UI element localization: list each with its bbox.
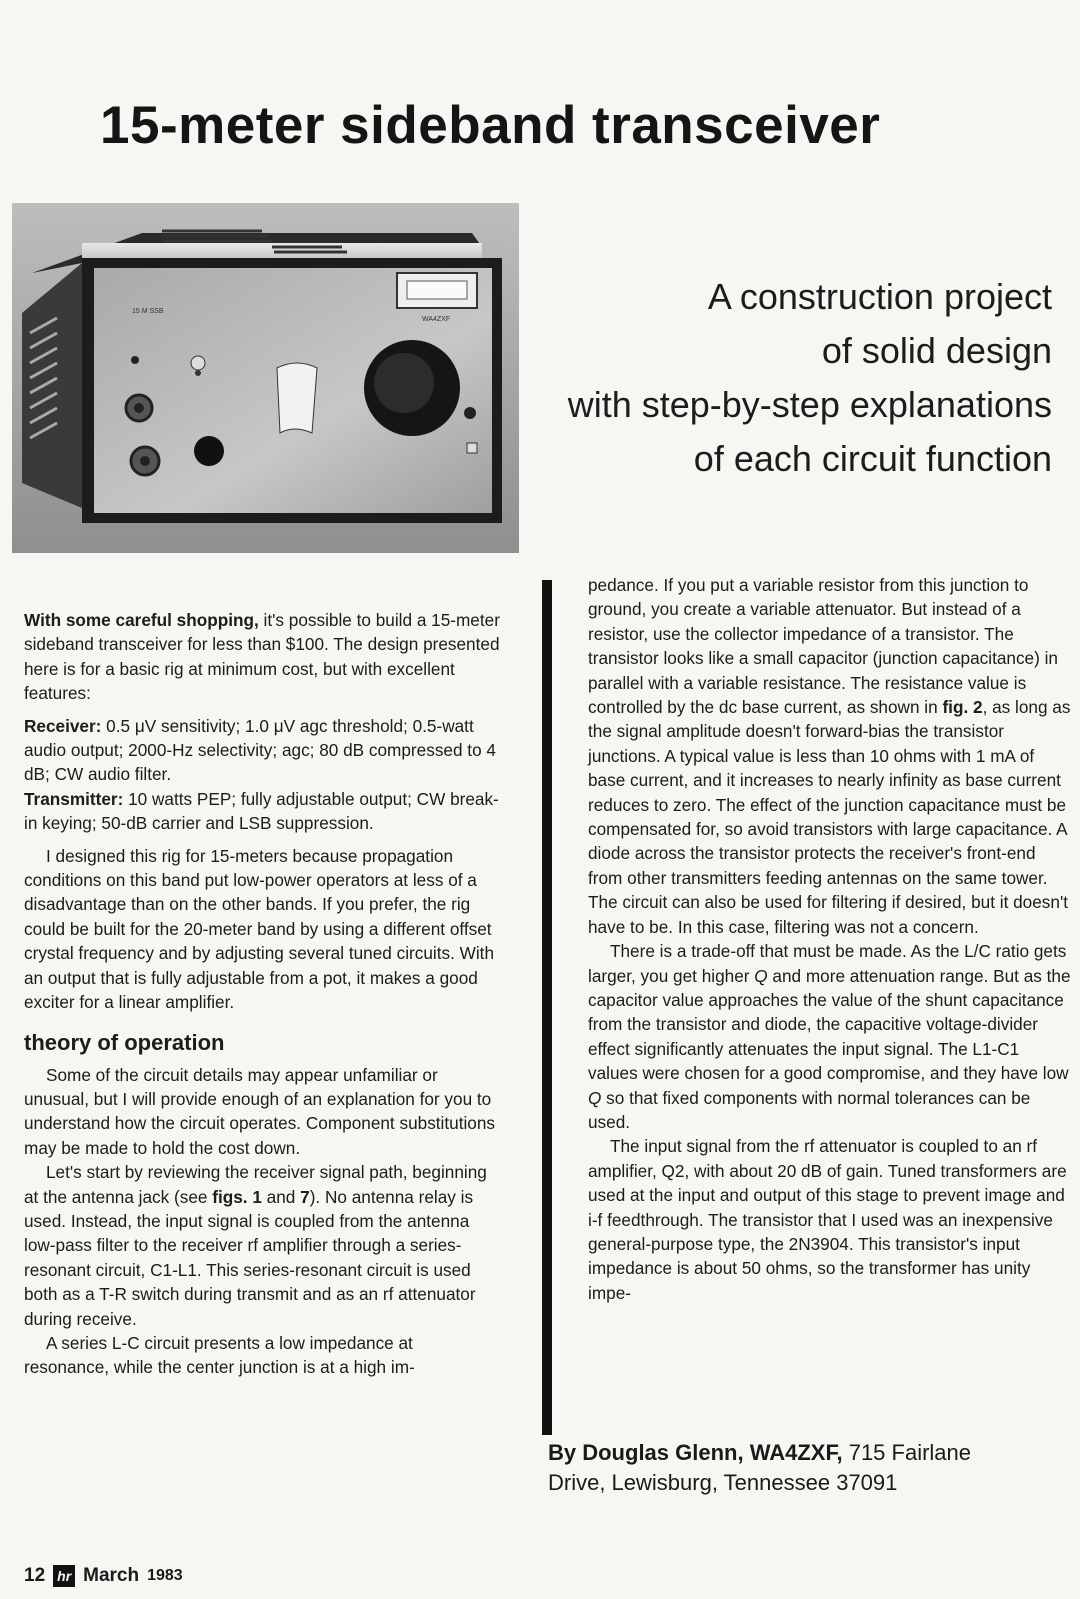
text: pedance. If you put a variable resistor from this junction to ground, you create a variable attenuator. But instead of a resistor, use the collector impedance of a transistor. The transistor looks like a small capacitor (junction capacitance) in parallel with a variable resistance. The resistance value is controlled by the dc base current, as shown in — [588, 575, 1058, 718]
left-column — [24, 608, 502, 1380]
issue-year: 1983 — [147, 1567, 183, 1584]
paragraph — [588, 939, 1072, 1134]
text: ). No antenna relay is used. Instead, the input signal is coupled from the antenna low-pass filter to the receiver rf amplifier through a series-resonant circuit, C1-L1. This series-resonant circuit is used both as a T-R switch during transmit and as an rf attenuator during receive. — [24, 1186, 476, 1329]
text: and more attenuation range. But as the capacitor value approaches the value of the shunt capacitance from the transistor and diode, the capacitive voltage-divider effect significantly attenuates the input signal. The L1-C1 values were chosen for a good compromise, and they have low — [588, 965, 1071, 1084]
q-symbol: Q — [588, 1087, 602, 1108]
article-title: 15-meter sideband transceiver — [100, 96, 881, 155]
receiver-label: Receiver: — [24, 715, 102, 736]
right-column — [588, 573, 1072, 1305]
callsign-label: WA4ZXF — [422, 316, 451, 323]
paragraph: Some of the circuit details may appear unfamiliar or unusual, but I will provide enough of an explanation for you to understand how the circuit operates. Component substitutions may be made to hold the cost down. — [24, 1064, 496, 1158]
transceiver-illustration — [12, 203, 519, 553]
text: Let's start by reviewing the receiver signal path, beginning at the antenna jack (see — [24, 1162, 487, 1207]
article-deck — [532, 270, 1052, 486]
paragraph: The input signal from the rf attenuator is coupled to an rf amplifier, Q2, with about 20 dB of gain. Tuned transformers are used at the input and output of this stage to prevent image and i-f feedthrough. The transistor that I used was an inexpensive general-purpose type, the 2N3904. This transistor's input impedance is about 50 ohms, so the transformer has unity impe- — [588, 1136, 1067, 1303]
author: By Douglas Glenn, WA4ZXF, — [548, 1440, 843, 1465]
transmitter-label: Transmitter: — [24, 788, 124, 809]
text: There is a trade-off that must be made. As the L/C ratio gets larger, you get higher — [588, 941, 1067, 986]
paragraph: I designed this rig for 15-meters because propagation conditions on this band put low-power operators at less of a disadvantage than on the other bands. If you prefer, the rig could be built for the 20-meter band by using a different offset crystal frequency and by adjusting several tuned circuits. With an output that is fully adjustable from a pot, it makes a good exciter for a linear amplifier. — [24, 845, 495, 1013]
deck-line: of each circuit function — [693, 438, 1052, 479]
text: and — [261, 1186, 301, 1207]
page-number: 12 — [24, 1565, 46, 1586]
deck-line: of solid design — [821, 330, 1052, 371]
section-heading: theory of operation — [24, 1029, 225, 1055]
lead-in: With some careful shopping, — [24, 610, 259, 630]
text: so that fixed components with normal tolerances can be used. — [588, 1087, 1031, 1132]
magazine-logo-icon: hr — [53, 1565, 75, 1587]
deck-line: with step-by-step explanations — [567, 384, 1052, 425]
fig-ref: 7 — [300, 1186, 310, 1207]
address: 715 Fairlane — [842, 1440, 972, 1465]
transmitter-specs — [24, 787, 502, 836]
transceiver-photo — [12, 203, 519, 553]
fig-ref: figs. 1 — [212, 1186, 262, 1207]
transmitter-text: 10 watts PEP; fully adjustable output; CW break-in keying; 50-dB carrier and LSB suppression. — [24, 788, 499, 834]
paragraph — [24, 1160, 502, 1331]
page-footer — [24, 1565, 183, 1587]
receiver-text: 0.5 μV sensitivity; 1.0 μV agc threshold; 0.5-watt audio output; 2000-Hz selectivity; agc; 80 dB compressed to 4 dB; CW audio filter. — [24, 715, 496, 785]
q-symbol: Q — [754, 965, 768, 986]
address: Drive, Lewisburg, Tennessee 37091 — [548, 1470, 898, 1495]
receiver-specs — [24, 714, 502, 787]
intro-paragraph — [24, 608, 502, 706]
paragraph: A series L-C circuit presents a low impedance at resonance, while the center junction is at a high im- — [24, 1332, 415, 1378]
byline — [548, 1438, 1078, 1498]
column-rule — [542, 580, 552, 1435]
deck-line: A construction project — [707, 276, 1052, 317]
fig-ref: fig. 2 — [942, 697, 983, 718]
text: , as long as the signal amplitude doesn't forward-bias the transistor junctions. A typical value is less than 10 ohms with 1 mA of base current, and it increases to nearly infinity as base current reduces to zero. The effect of the junction capacitance must be compensated for, so avoid transistors with large capacitance. A diode across the transistor protects the receiver's front-end from other transmitters feeding antennas on the same tower. The circuit can also be used for filtering if desired, but it doesn't have to be. In this case, filtering was not a concern. — [588, 697, 1071, 937]
model-label: 15 M SSB — [132, 308, 164, 315]
paragraph — [588, 573, 1072, 939]
intro-text: it's possible to build a 15-meter sideband transceiver for less than $100. The design presented here is for a basic rig at minimum cost, but with excellent features: — [24, 610, 500, 704]
issue-month: March — [83, 1565, 140, 1586]
